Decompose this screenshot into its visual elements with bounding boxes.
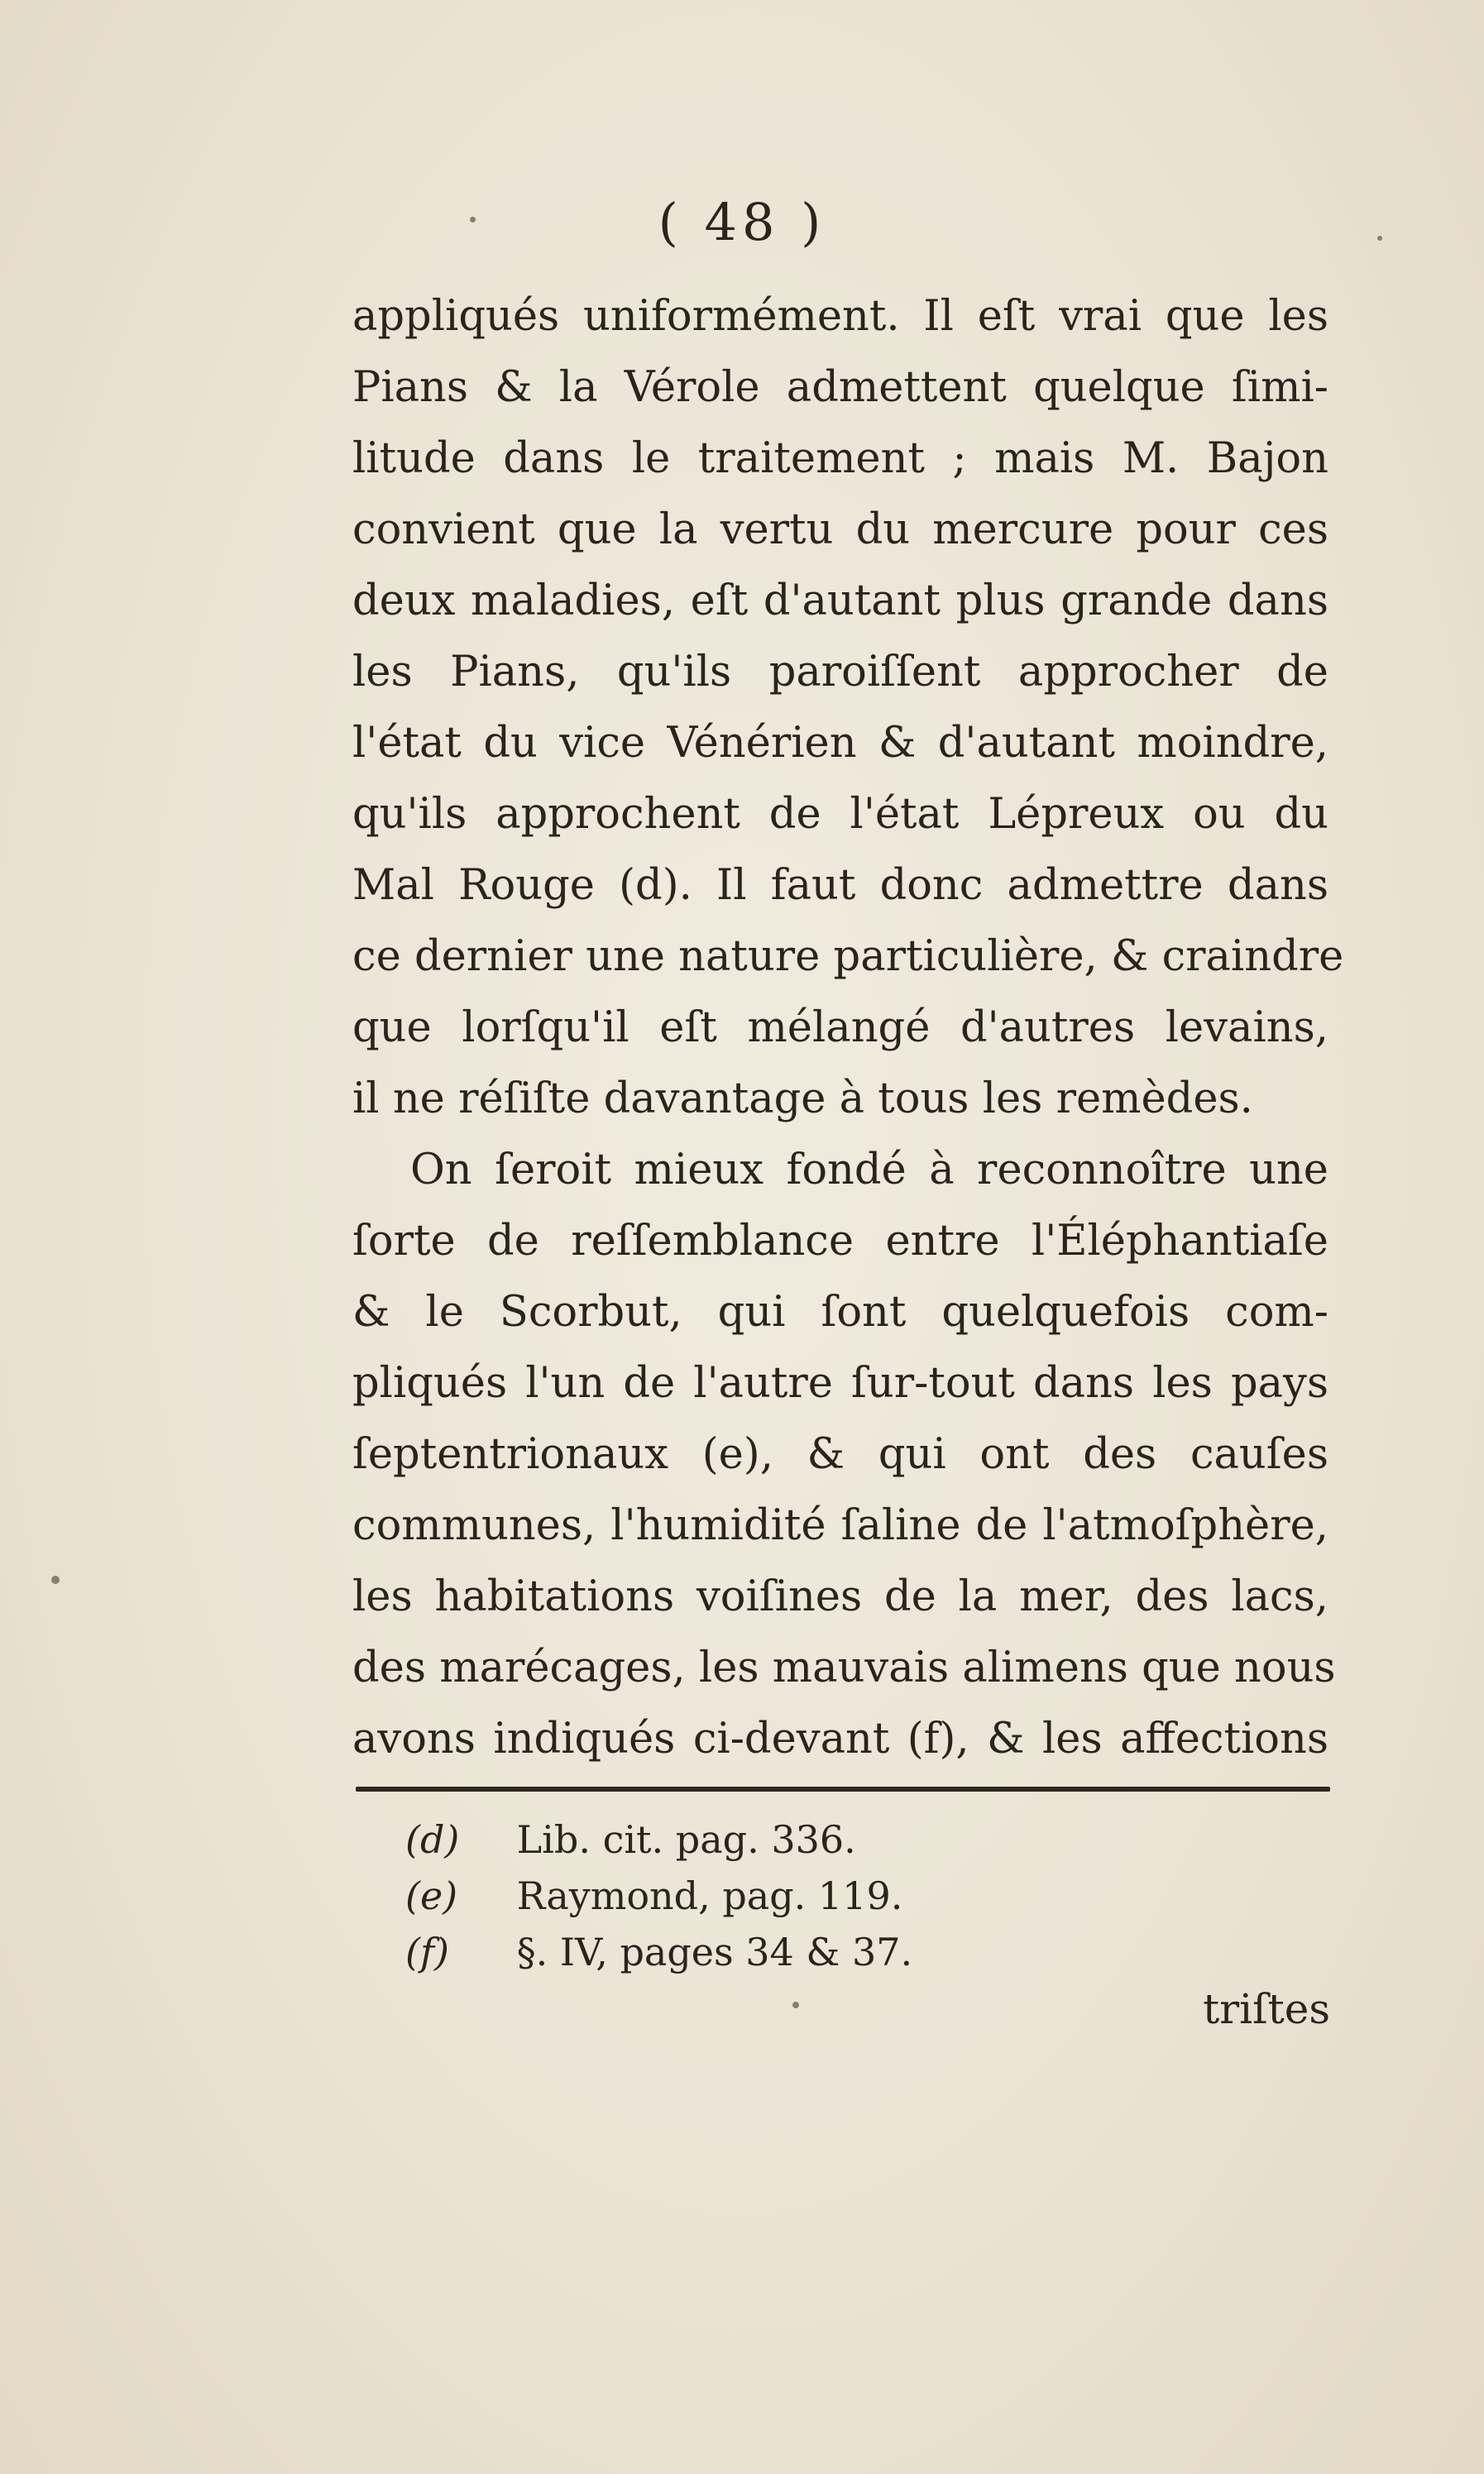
text-line: Mal Rouge (d). Il faut donc admettre dans [352, 861, 1328, 910]
text-line: qu'ils approchent de l'état Lépreux ou du [352, 790, 1328, 839]
footnote [405, 1924, 1233, 1980]
footnote-mark: (f) [405, 1930, 449, 1974]
footnote-text: Raymond, pag. 119. [516, 1873, 903, 1918]
footnote-divider [356, 1787, 1330, 1792]
text-line: Pians & la Vérole admettent quelque ſimi- [352, 363, 1328, 412]
text-line: deux maladies, eſt d'autant plus grande dans [352, 577, 1328, 625]
footnote-text: Lib. cit. pag. 336. [516, 1817, 856, 1862]
text-line: pliqués l'un de l'autre ſur-tout dans les pays [352, 1359, 1328, 1408]
page-number: ( 48 ) [658, 192, 826, 252]
footnote [405, 1811, 1233, 1868]
paper-speck [1377, 236, 1382, 241]
text-line: les habitations voiſines de la mer, des lacs, [352, 1572, 1328, 1621]
text-line: ſeptentrionaux (e), & qui ont des cauſes [352, 1430, 1328, 1479]
footnote-mark: (e) [405, 1873, 458, 1918]
text-line: communes, l'humidité ſaline de l'atmoſphère, [352, 1501, 1328, 1550]
paper-speck [470, 217, 476, 223]
paragraph-start-line: On ſeroit mieux fondé à reconnoître une [410, 1146, 1328, 1194]
footnotes [405, 1811, 1233, 1980]
footnote-mark: (d) [405, 1817, 460, 1862]
text-line: ſorte de reſſemblance entre l'Éléphantiaſe [352, 1217, 1328, 1266]
paper-speck [51, 1576, 60, 1584]
text-line: ce dernier une nature particulière, & craindre [352, 932, 1344, 981]
text-line: l'état du vice Vénérien & d'autant moindre, [352, 719, 1328, 768]
footnote-text: §. IV, pages 34 & 37. [516, 1930, 913, 1974]
paper-speck [792, 2002, 799, 2008]
text-line: des marécages, les mauvais alimens que nous [352, 1644, 1336, 1692]
text-line: appliqués uniformément. Il eſt vrai que les [352, 292, 1328, 341]
text-line: les Pians, qu'ils paroiſſent approcher de [352, 648, 1328, 696]
text-line: litude dans le traitement ; mais M. Bajon [352, 434, 1328, 483]
text-line: que lorſqu'il eſt mélangé d'autres levains, [352, 1003, 1328, 1052]
body-text [352, 281, 1344, 1775]
text-line: convient que la vertu du mercure pour ces [352, 505, 1328, 554]
text-line: il ne réſiſte davantage à tous les remèdes. [352, 1074, 1253, 1123]
footnote [405, 1868, 1233, 1924]
text-line: avons indiqués ci-devant (f), & les affections [352, 1715, 1328, 1763]
text-line: & le Scorbut, qui ſont quelquefois com- [352, 1288, 1328, 1337]
catchword: triſtes [1203, 1985, 1330, 2033]
